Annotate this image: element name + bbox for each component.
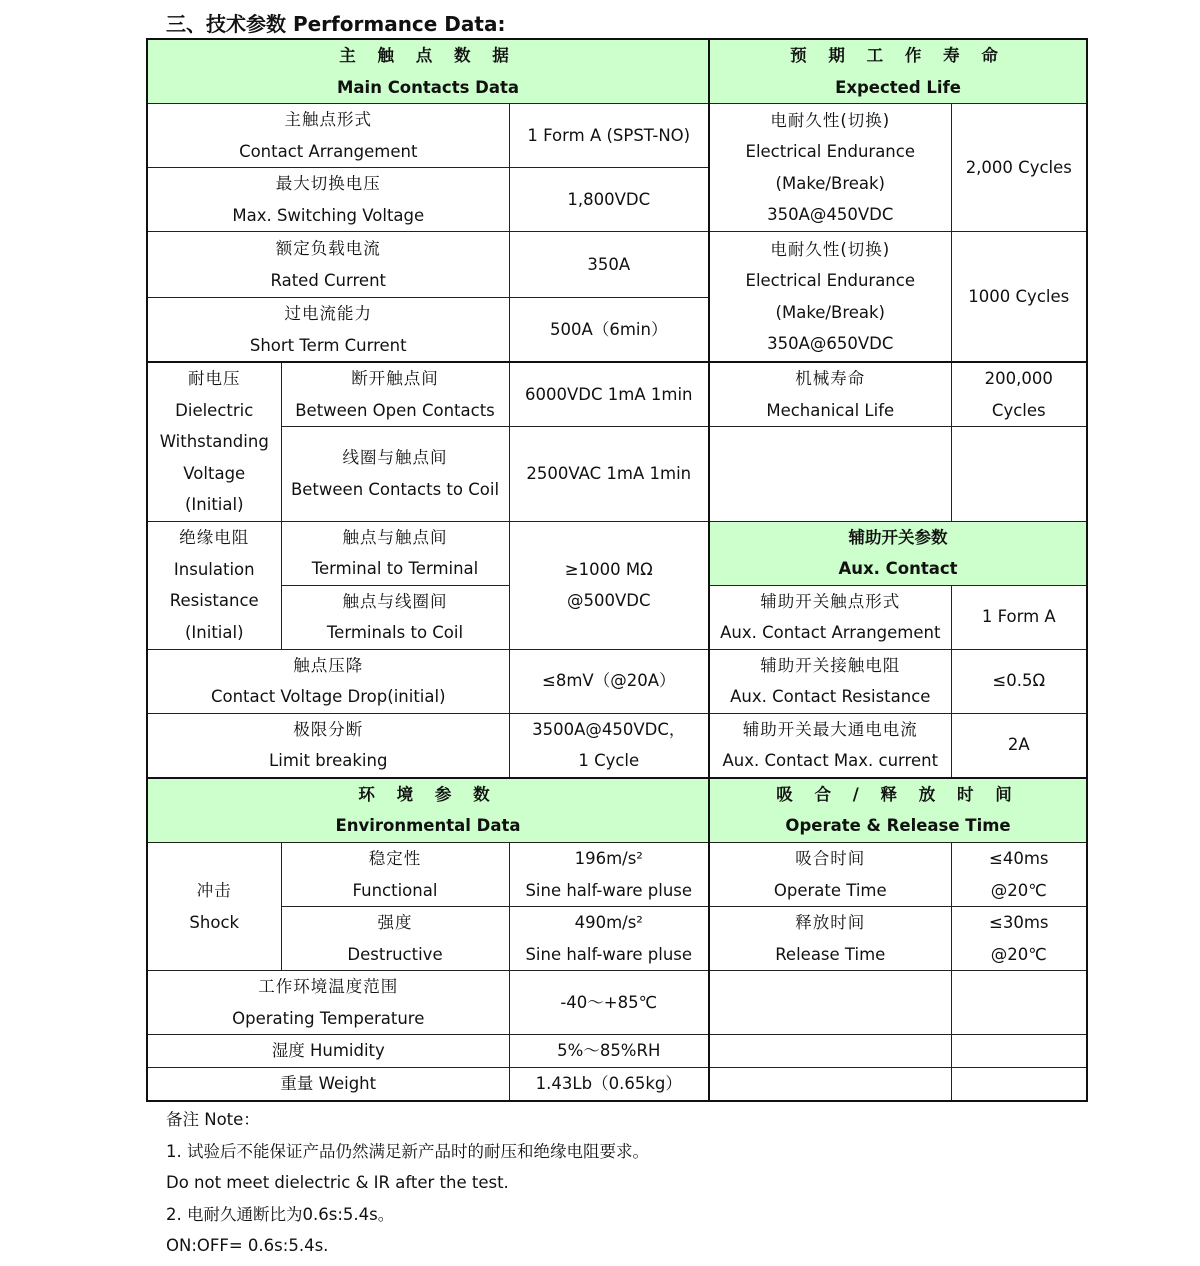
max-switching-voltage-value: 1,800VDC bbox=[509, 168, 709, 232]
performance-table bbox=[146, 38, 1088, 1102]
aux-contact-resistance-label: 辅助开关接触电阻 Aux. Contact Resistance bbox=[709, 649, 951, 713]
insulation-resistance-value: ≥1000 MΩ @500VDC bbox=[509, 521, 709, 649]
functional-label: 稳定性 Functional bbox=[281, 843, 509, 907]
release-time-value: ≤30ms @20℃ bbox=[951, 907, 1087, 971]
contacts-to-coil-value: 2500VAC 1mA 1min bbox=[509, 427, 709, 521]
empty-cell bbox=[709, 971, 951, 1035]
note-2-zh: 2. 电耐久通断比为0.6s:5.4s。 bbox=[166, 1204, 395, 1224]
between-open-contacts-value: 6000VDC 1mA 1min bbox=[509, 362, 709, 427]
terminals-to-coil-label: 触点与线圈间 Terminals to Coil bbox=[281, 585, 509, 649]
short-term-current-label: 过电流能力 Short Term Current bbox=[147, 298, 509, 363]
mechanical-life-label: 机械寿命 Mechanical Life bbox=[709, 362, 951, 427]
operate-release-header: 吸 合 / 释 放 时 间 Operate & Release Time bbox=[709, 778, 1087, 843]
functional-value: 196m/s² Sine half-ware pluse bbox=[509, 843, 709, 907]
note-2-en: ON:OFF= 0.6s:5.4s. bbox=[166, 1236, 329, 1256]
humidity-label: 湿度 Humidity bbox=[147, 1035, 509, 1068]
environmental-header: 环 境 参 数 Environmental Data bbox=[147, 778, 709, 843]
weight-label: 重量 Weight bbox=[147, 1068, 509, 1101]
notes-section bbox=[166, 1104, 649, 1262]
electrical-endurance-450-value: 2,000 Cycles bbox=[951, 104, 1087, 232]
aux-contact-max-current-value: 2A bbox=[951, 713, 1087, 778]
electrical-endurance-650-value: 1000 Cycles bbox=[951, 232, 1087, 363]
release-time-label: 释放时间 Release Time bbox=[709, 907, 951, 971]
empty-cell bbox=[951, 1068, 1087, 1101]
electrical-endurance-450-label: 电耐久性(切换) Electrical Endurance (Make/Break) 350A@450VDC bbox=[709, 104, 951, 232]
operating-temperature-label: 工作环境温度范围 Operating Temperature bbox=[147, 971, 509, 1035]
aux-contact-header: 辅助开关参数 Aux. Contact bbox=[709, 521, 1087, 585]
operating-temperature-value: -40～+85℃ bbox=[509, 971, 709, 1035]
between-open-contacts-label: 断开触点间 Between Open Contacts bbox=[281, 362, 509, 427]
expected-life-header: 预 期 工 作 寿 命 Expected Life bbox=[709, 39, 1087, 104]
note-1-en: Do not meet dielectric & IR after the test. bbox=[166, 1173, 509, 1193]
max-switching-voltage-label: 最大切换电压 Max. Switching Voltage bbox=[147, 168, 509, 232]
contact-voltage-drop-value: ≤8mV（@20A） bbox=[509, 649, 709, 713]
rated-current-label: 额定负载电流 Rated Current bbox=[147, 232, 509, 298]
dielectric-label: 耐电压 Dielectric Withstanding Voltage (Initial) bbox=[147, 362, 281, 521]
operate-time-value: ≤40ms @20℃ bbox=[951, 843, 1087, 907]
weight-value: 1.43Lb（0.65kg） bbox=[509, 1068, 709, 1101]
empty-cell bbox=[951, 1035, 1087, 1068]
shock-label: 冲击 Shock bbox=[147, 843, 281, 971]
notes-heading: 备注 Note： bbox=[166, 1110, 260, 1129]
destructive-label: 强度 Destructive bbox=[281, 907, 509, 971]
empty-cell bbox=[709, 427, 951, 521]
electrical-endurance-650-label: 电耐久性(切换) Electrical Endurance (Make/Break) 350A@650VDC bbox=[709, 232, 951, 363]
short-term-current-value: 500A（6min） bbox=[509, 298, 709, 363]
contacts-to-coil-label: 线圈与触点间 Between Contacts to Coil bbox=[281, 427, 509, 521]
limit-breaking-value: 3500A@450VDC， 1 Cycle bbox=[509, 713, 709, 778]
note-1-zh: 1. 试验后不能保证产品仍然满足新产品时的耐压和绝缘电阻要求。 bbox=[166, 1141, 649, 1161]
humidity-value: 5%～85%RH bbox=[509, 1035, 709, 1068]
mechanical-life-value: 200,000 Cycles bbox=[951, 362, 1087, 427]
destructive-value: 490m/s² Sine half-ware pluse bbox=[509, 907, 709, 971]
limit-breaking-label: 极限分断 Limit breaking bbox=[147, 713, 509, 778]
contact-voltage-drop-label: 触点压降 Contact Voltage Drop(initial) bbox=[147, 649, 509, 713]
page-title: 三、技术参数 Performance Data: bbox=[166, 12, 506, 36]
contact-arrangement-label: 主触点形式 Contact Arrangement bbox=[147, 104, 509, 168]
aux-contact-arrangement-label: 辅助开关触点形式 Aux. Contact Arrangement bbox=[709, 585, 951, 649]
empty-cell bbox=[951, 971, 1087, 1035]
contact-arrangement-value: 1 Form A (SPST-NO) bbox=[509, 104, 709, 168]
terminal-to-terminal-label: 触点与触点间 Terminal to Terminal bbox=[281, 521, 509, 585]
empty-cell bbox=[709, 1035, 951, 1068]
main-contacts-header: 主 触 点 数 据 Main Contacts Data bbox=[147, 39, 709, 104]
aux-contact-arrangement-value: 1 Form A bbox=[951, 585, 1087, 649]
empty-cell bbox=[951, 427, 1087, 521]
operate-time-label: 吸合时间 Operate Time bbox=[709, 843, 951, 907]
insulation-resistance-label: 绝缘电阻 Insulation Resistance (Initial) bbox=[147, 521, 281, 649]
rated-current-value: 350A bbox=[509, 232, 709, 298]
aux-contact-resistance-value: ≤0.5Ω bbox=[951, 649, 1087, 713]
empty-cell bbox=[709, 1068, 951, 1101]
aux-contact-max-current-label: 辅助开关最大通电电流 Aux. Contact Max. current bbox=[709, 713, 951, 778]
